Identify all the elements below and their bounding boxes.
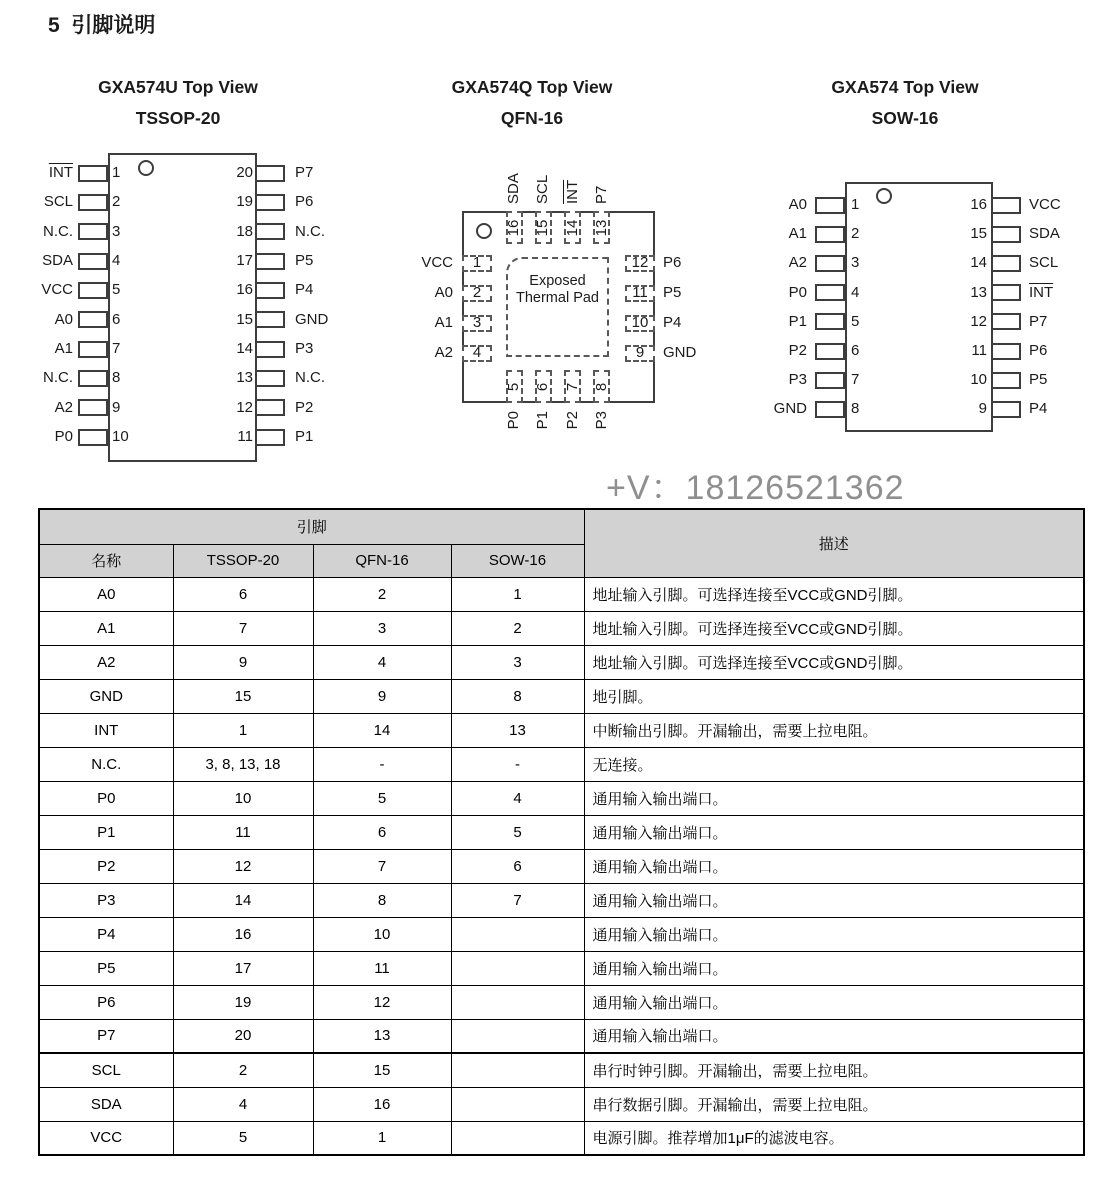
cell-qfn16: 3	[313, 611, 451, 645]
cell-tssop20: 11	[173, 815, 313, 849]
qfn-exposed-thermal-pad	[506, 257, 609, 357]
sow-package-title	[745, 72, 1065, 134]
sow-pin-label: P6	[1029, 342, 1048, 359]
qfn-pin-label: P3	[592, 411, 610, 430]
qfn-pin1-indicator-icon	[476, 223, 492, 239]
tssop-pin-number: 20	[236, 164, 253, 181]
cell-description: 中断输出引脚。开漏输出，需要上拉电阻。	[584, 713, 1084, 747]
sow-pin-box	[815, 226, 845, 243]
sow-pin-box	[991, 284, 1021, 301]
cell-qfn16: 2	[313, 577, 451, 611]
tssop-pin-number: 15	[236, 310, 253, 328]
cell-sow16: 3	[451, 645, 584, 679]
tssop-pin-label: P6	[295, 193, 314, 211]
qfn-title-line1: GXA574Q Top View	[451, 77, 613, 97]
qfn-pad-label-line2: Thermal Pad	[515, 290, 599, 306]
sow-pin-label: P4	[1029, 400, 1048, 418]
tssop-pin-label: N.C.	[43, 222, 73, 240]
qfn-pin-label: SCL	[534, 174, 552, 204]
qfn-pin-number: 12	[631, 254, 649, 271]
tssop-pin-label: VCC	[41, 281, 73, 299]
cell-description: 通用输入输出端口。	[584, 781, 1084, 815]
cell-name: N.C.	[39, 747, 173, 781]
qfn-pin-label: P1	[534, 411, 552, 430]
sow-pin-box	[991, 226, 1021, 243]
tssop-pin-label: N.C.	[43, 369, 73, 387]
sow-pin-box	[815, 197, 845, 214]
header-qfn16: QFN-16	[313, 544, 451, 577]
cell-sow16	[451, 1087, 584, 1121]
tssop-pin-label: P5	[295, 252, 314, 270]
tssop-pin-label: P2	[295, 398, 314, 416]
sow-pin-label: P5	[1029, 371, 1048, 389]
sow-pin-label: VCC	[1029, 196, 1061, 213]
pin-table-row	[39, 611, 1084, 645]
header-name: 名称	[39, 544, 173, 577]
header-description: 描述	[584, 509, 1084, 577]
tssop-pin-label: P1	[295, 428, 314, 446]
qfn-pin-number: 2	[472, 284, 482, 301]
cell-sow16	[451, 1019, 584, 1053]
sow-pin-number: 9	[978, 400, 987, 418]
qfn-title-line2: QFN-16	[500, 108, 564, 128]
qfn-pin-number: 6	[534, 382, 552, 392]
tssop-pin-number: 6	[112, 310, 121, 328]
tssop-title-line2: TSSOP-20	[135, 108, 221, 128]
tssop-pin-label: GND	[295, 310, 329, 328]
sow-pin-box	[991, 197, 1021, 214]
tssop-pin-label: A2	[54, 398, 73, 416]
cell-description: 地址输入引脚。可选择连接至VCC或GND引脚。	[584, 645, 1084, 679]
sow-pin-box	[815, 401, 845, 418]
cell-tssop20: 19	[173, 985, 313, 1019]
cell-name: P1	[39, 815, 173, 849]
header-pin-group: 引脚	[39, 509, 584, 544]
sow-pin-label	[1029, 284, 1099, 302]
qfn-pin-label: A2	[434, 344, 453, 361]
qfn-pin-label: A0	[434, 284, 453, 301]
qfn-pin-label: A1	[434, 314, 453, 331]
cell-description: 地址输入引脚。可选择连接至VCC或GND引脚。	[584, 611, 1084, 645]
cell-qfn16: 16	[313, 1087, 451, 1121]
sow-pin-number: 6	[851, 342, 860, 359]
cell-qfn16: 15	[313, 1053, 451, 1087]
cell-description: 通用输入输出端口。	[584, 849, 1084, 883]
cell-sow16: 5	[451, 815, 584, 849]
sow-pin-box	[815, 372, 845, 389]
sow-pin-box	[991, 343, 1021, 360]
cell-tssop20: 20	[173, 1019, 313, 1053]
cell-name: P4	[39, 917, 173, 951]
qfn-pin-number: 7	[563, 382, 581, 392]
tssop-pin-number: 5	[112, 281, 121, 299]
tssop-pin-box	[78, 165, 108, 182]
tssop-title-line1: GXA574U Top View	[98, 77, 258, 97]
cell-name: A2	[39, 645, 173, 679]
sow-title-line1: GXA574 Top View	[831, 77, 979, 97]
cell-description: 地引脚。	[584, 679, 1084, 713]
cell-qfn16: 8	[313, 883, 451, 917]
tssop-pin-box	[255, 194, 285, 211]
tssop-pin-box	[78, 253, 108, 270]
cell-sow16: 2	[451, 611, 584, 645]
pin-table-row	[39, 747, 1084, 781]
cell-qfn16: 7	[313, 849, 451, 883]
qfn-thermal-pad-label	[506, 273, 609, 307]
qfn-pin-number: 9	[635, 344, 645, 361]
tssop-pin-box	[78, 370, 108, 387]
cell-description: 通用输入输出端口。	[584, 985, 1084, 1019]
cell-description: 串行数据引脚。开漏输出，需要上拉电阻。	[584, 1087, 1084, 1121]
tssop-pin-label: P3	[295, 340, 314, 358]
sow-pin-number: 2	[851, 225, 860, 243]
qfn-pin-number: 1	[472, 254, 482, 271]
cell-name: VCC	[39, 1121, 173, 1155]
sow-pin-number: 12	[970, 312, 987, 330]
tssop-pin-box	[255, 223, 285, 240]
cell-sow16: 7	[451, 883, 584, 917]
pin-table-row	[39, 1019, 1084, 1053]
sow-pin-number: 16	[970, 196, 987, 213]
tssop-pin-box	[78, 341, 108, 358]
qfn-pin-number: 14	[563, 219, 581, 237]
header-sow16: SOW-16	[451, 544, 584, 577]
table-header-row-1	[39, 509, 1084, 544]
cell-sow16	[451, 985, 584, 1019]
sow-pin-number: 13	[970, 283, 987, 301]
cell-qfn16: 9	[313, 679, 451, 713]
cell-sow16: -	[451, 747, 584, 781]
tssop-pin-label: N.C.	[295, 369, 325, 387]
sow-pin-number: 11	[971, 342, 987, 359]
cell-sow16	[451, 1053, 584, 1087]
qfn-pin-number: 8	[592, 382, 610, 392]
cell-tssop20: 16	[173, 917, 313, 951]
cell-tssop20: 5	[173, 1121, 313, 1155]
sow-pin-number: 7	[851, 371, 860, 389]
cell-description: 地址输入引脚。可选择连接至VCC或GND引脚。	[584, 577, 1084, 611]
header-tssop20: TSSOP-20	[173, 544, 313, 577]
tssop-pin-number: 16	[236, 281, 253, 299]
tssop-package-title	[18, 72, 338, 134]
cell-sow16	[451, 917, 584, 951]
pin-table-row	[39, 883, 1084, 917]
cell-name: A0	[39, 577, 173, 611]
section-heading: 5 引脚说明	[48, 14, 156, 37]
pin-table-row	[39, 713, 1084, 747]
cell-qfn16: 13	[313, 1019, 451, 1053]
tssop-pin-label: A0	[54, 310, 73, 328]
tssop-pin-number: 18	[236, 222, 253, 240]
cell-description: 无连接。	[584, 747, 1084, 781]
sow-pin-number: 15	[970, 225, 987, 243]
pin-table-row	[39, 1121, 1084, 1155]
cell-name: P2	[39, 849, 173, 883]
tssop-pin-number: 10	[112, 428, 129, 446]
tssop-pin-number: 1	[112, 164, 121, 181]
tssop-pin-number: 3	[112, 222, 121, 240]
cell-tssop20: 17	[173, 951, 313, 985]
cell-sow16	[451, 951, 584, 985]
cell-sow16: 6	[451, 849, 584, 883]
tssop-pin-label: A1	[54, 340, 73, 358]
sow-pin-box	[991, 313, 1021, 330]
cell-qfn16: 6	[313, 815, 451, 849]
pin-table-row	[39, 781, 1084, 815]
pin-table-row	[39, 849, 1084, 883]
cell-sow16	[451, 1121, 584, 1155]
cell-qfn16: 4	[313, 645, 451, 679]
cell-name: SCL	[39, 1053, 173, 1087]
sow-pin-number: 4	[851, 283, 860, 301]
cell-tssop20: 6	[173, 577, 313, 611]
cell-tssop20: 2	[173, 1053, 313, 1087]
sow-pin-label: P3	[788, 371, 807, 389]
cell-description: 串行时钟引脚。开漏输出，需要上拉电阻。	[584, 1053, 1084, 1087]
qfn-pin-label: P0	[505, 411, 522, 430]
qfn-pin-label: P6	[663, 254, 682, 271]
cell-qfn16: 1	[313, 1121, 451, 1155]
tssop-pin-box	[78, 223, 108, 240]
cell-name: SDA	[39, 1087, 173, 1121]
tssop-pin-number: 4	[112, 252, 121, 270]
tssop-pin-label: SDA	[42, 252, 73, 270]
sow-pin-label: GND	[773, 400, 807, 418]
qfn-pin-number: 16	[505, 219, 522, 237]
sow-chip-body	[845, 182, 993, 432]
qfn-pin-label: P2	[563, 411, 581, 430]
qfn-pin-label: P4	[663, 314, 682, 331]
sow-pin-label: P1	[788, 312, 807, 330]
tssop-pin-label: SCL	[43, 193, 73, 211]
active-low-label: $\overline{INT}$	[1029, 283, 1054, 301]
pin-table-row	[39, 577, 1084, 611]
cell-description: 通用输入输出端口。	[584, 815, 1084, 849]
qfn-pin-label	[564, 144, 582, 204]
tssop-pin-box	[255, 429, 285, 446]
tssop-pin-box	[78, 194, 108, 211]
sow-pin-number: 3	[851, 254, 860, 272]
sow-pin-number: 14	[970, 254, 987, 272]
cell-name: GND	[39, 679, 173, 713]
tssop-pin-box	[255, 282, 285, 299]
cell-tssop20: 4	[173, 1087, 313, 1121]
cell-tssop20: 15	[173, 679, 313, 713]
active-low-label: $\overline{INT}$	[48, 164, 73, 181]
tssop-pin-number: 2	[112, 193, 121, 211]
pin-table-row	[39, 815, 1084, 849]
sow-pin-label: A1	[788, 225, 807, 243]
cell-sow16: 4	[451, 781, 584, 815]
sow-pin-number: 8	[851, 400, 860, 418]
qfn-pin-number: 3	[472, 314, 482, 331]
active-low-label: $\overline{INT}$	[563, 179, 581, 204]
pin-table-row	[39, 645, 1084, 679]
tssop-pin-number: 13	[236, 369, 253, 387]
qfn-pin-label: P7	[592, 185, 610, 204]
pin-table-row	[39, 1053, 1084, 1087]
cell-tssop20: 1	[173, 713, 313, 747]
cell-tssop20: 3, 8, 13, 18	[173, 747, 313, 781]
cell-description: 电源引脚。推荐增加1μF的滤波电容。	[584, 1121, 1084, 1155]
sow-pin-number: 5	[851, 312, 860, 330]
qfn-pin-number: 15	[534, 219, 552, 237]
tssop-pin-number: 8	[112, 369, 121, 387]
cell-description: 通用输入输出端口。	[584, 951, 1084, 985]
tssop-pin-label: P4	[295, 281, 314, 299]
cell-name: P5	[39, 951, 173, 985]
qfn-pin-label: GND	[663, 344, 697, 361]
sow-pin-number: 1	[851, 196, 860, 213]
tssop-pin-box	[78, 311, 108, 328]
cell-tssop20: 10	[173, 781, 313, 815]
tssop-pin-box	[78, 282, 108, 299]
cell-name: P6	[39, 985, 173, 1019]
tssop-pin-label: P7	[295, 164, 314, 181]
sow-pin-number: 10	[970, 371, 987, 389]
cell-qfn16: 10	[313, 917, 451, 951]
sow-pin-box	[991, 255, 1021, 272]
cell-name: P0	[39, 781, 173, 815]
pin-table-row	[39, 951, 1084, 985]
cell-qfn16: 11	[313, 951, 451, 985]
tssop-pin-label: N.C.	[295, 222, 325, 240]
tssop-pin-label	[0, 164, 73, 182]
sow-pin-label: A2	[788, 254, 807, 272]
sow-pin-label: A0	[788, 196, 807, 213]
sow-pin-label: SDA	[1029, 225, 1060, 243]
cell-tssop20: 12	[173, 849, 313, 883]
cell-tssop20: 9	[173, 645, 313, 679]
tssop-pin-box	[255, 311, 285, 328]
tssop-pin-number: 12	[236, 398, 253, 416]
pin-table-row	[39, 985, 1084, 1019]
tssop-pin-box	[78, 399, 108, 416]
qfn-pin-label: P5	[663, 284, 682, 301]
sow-pin-box	[815, 284, 845, 301]
cell-name: A1	[39, 611, 173, 645]
tssop-pin-number: 19	[236, 193, 253, 211]
sow-pin-label: P2	[788, 342, 807, 359]
tssop-pin-number: 9	[112, 398, 121, 416]
tssop-pin-box	[255, 253, 285, 270]
cell-description: 通用输入输出端口。	[584, 917, 1084, 951]
sow-pin-label: P7	[1029, 312, 1048, 330]
cell-qfn16: 5	[313, 781, 451, 815]
sow-pin-box	[815, 313, 845, 330]
qfn-pin-number: 11	[632, 284, 648, 301]
cell-qfn16: 14	[313, 713, 451, 747]
sow-pin-label: P0	[788, 283, 807, 301]
tssop-pin-box	[255, 399, 285, 416]
qfn-pin-number: 5	[505, 382, 522, 392]
qfn-pin-label: VCC	[421, 254, 453, 271]
sow-pin-label: SCL	[1029, 254, 1059, 272]
qfn-pin-label: SDA	[505, 173, 522, 204]
cell-qfn16: 12	[313, 985, 451, 1019]
cell-sow16: 1	[451, 577, 584, 611]
pin-table-row	[39, 679, 1084, 713]
cell-tssop20: 14	[173, 883, 313, 917]
tssop-pin-number: 14	[236, 340, 253, 358]
cell-sow16: 8	[451, 679, 584, 713]
qfn-pin-number: 10	[631, 314, 649, 331]
qfn-pin-number: 4	[472, 344, 482, 361]
tssop-pin-number: 17	[236, 252, 253, 270]
qfn-pad-label-line1: Exposed	[529, 273, 586, 289]
sow-pin-box	[815, 343, 845, 360]
cell-name: INT	[39, 713, 173, 747]
cell-qfn16: -	[313, 747, 451, 781]
qfn-package-title	[372, 72, 692, 134]
cell-description: 通用输入输出端口。	[584, 1019, 1084, 1053]
watermark-text: +V：18126521362	[606, 469, 905, 507]
tssop-pin-box	[255, 370, 285, 387]
sow-pin-box	[815, 255, 845, 272]
sow-pin-box	[991, 372, 1021, 389]
pin-description-table	[38, 508, 1085, 1156]
cell-name: P7	[39, 1019, 173, 1053]
tssop-pin-number: 11	[237, 428, 253, 446]
cell-name: P3	[39, 883, 173, 917]
cell-tssop20: 7	[173, 611, 313, 645]
cell-description: 通用输入输出端口。	[584, 883, 1084, 917]
tssop-pin-label: P0	[54, 428, 73, 446]
cell-sow16: 13	[451, 713, 584, 747]
tssop-pin-box	[255, 165, 285, 182]
tssop-pin-box	[78, 429, 108, 446]
sow-pin-box	[991, 401, 1021, 418]
sow-title-line2: SOW-16	[871, 108, 939, 128]
pin-table-row	[39, 1087, 1084, 1121]
tssop-pin-number: 7	[112, 340, 121, 358]
pin-table-row	[39, 917, 1084, 951]
tssop-pin-box	[255, 341, 285, 358]
qfn-pin-number: 13	[592, 219, 610, 237]
